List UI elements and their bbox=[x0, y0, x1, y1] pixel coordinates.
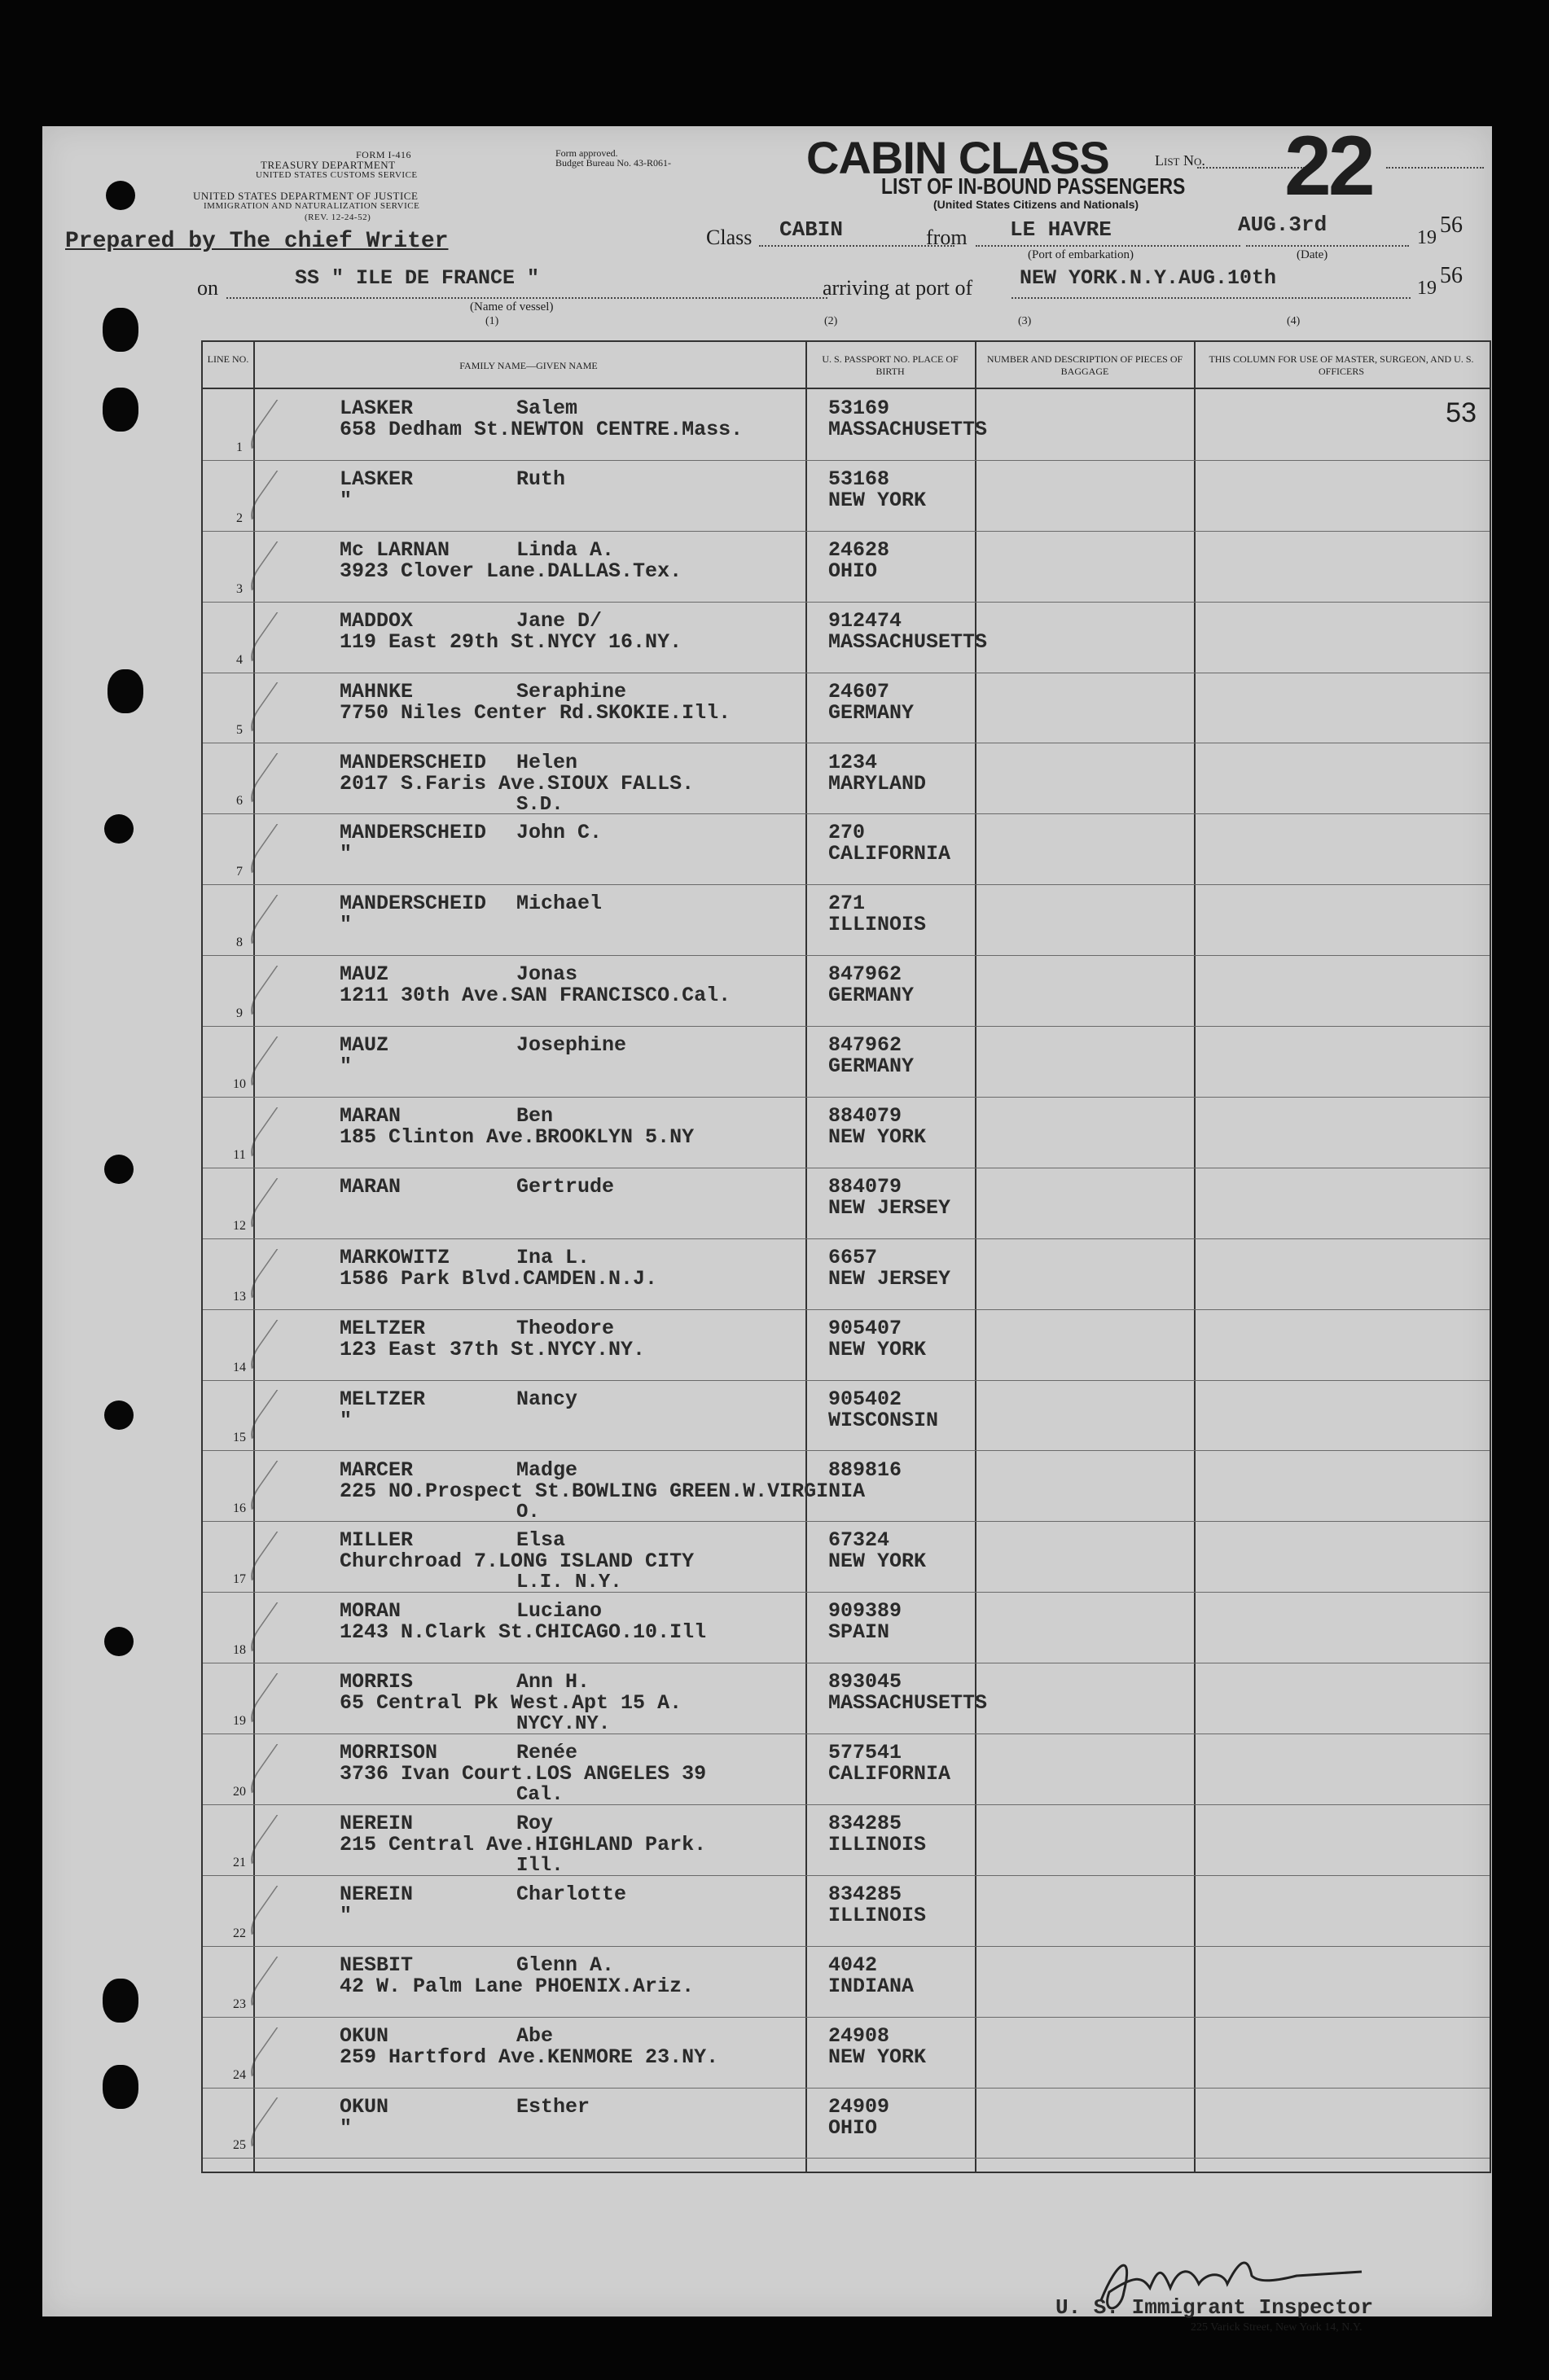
table-row bbox=[203, 1592, 1490, 1663]
passport-number: 909389 bbox=[828, 1599, 902, 1624]
given-name: Nancy bbox=[516, 1387, 578, 1411]
place-of-birth: NEW YORK bbox=[828, 1549, 927, 1574]
line-number: 13 bbox=[233, 1289, 246, 1304]
place-of-birth: MASSACHUSETTS bbox=[828, 418, 988, 441]
place-of-birth: NEW YORK bbox=[828, 488, 927, 512]
given-name: John C. bbox=[516, 821, 603, 845]
address-continued: Cal. bbox=[516, 1784, 564, 1807]
address: Churchroad 7.LONG ISLAND CITY bbox=[340, 1549, 695, 1574]
line-number: 12 bbox=[233, 1218, 246, 1233]
arriving-label: arriving at port of bbox=[823, 276, 973, 300]
place-of-birth: INDIANA bbox=[828, 1974, 915, 1998]
passport-number: 53169 bbox=[828, 397, 890, 420]
family-name: MAUZ bbox=[340, 1033, 389, 1058]
year-prefix: 19 bbox=[1417, 227, 1437, 248]
passenger-table bbox=[201, 340, 1491, 2173]
check-mark bbox=[235, 824, 343, 883]
binder-hole bbox=[104, 1155, 134, 1184]
year-suffix: 56 bbox=[1440, 213, 1463, 238]
given-name: Ben bbox=[516, 1104, 554, 1128]
line-number: 25 bbox=[233, 2138, 246, 2153]
revision: (REV. 12-24-52) bbox=[305, 213, 371, 222]
address: 42 W. Palm Lane PHOENIX.Ariz. bbox=[340, 1974, 695, 1998]
place-of-birth: NEW JERSEY bbox=[828, 1195, 951, 1220]
dept-customs: UNITED STATES CUSTOMS SERVICE bbox=[256, 170, 418, 180]
col-header-officers: THIS COLUMN FOR USE OF MASTER, SURGEON, AND U. S. OFFICERS bbox=[1209, 353, 1474, 377]
list-number: 22 bbox=[1284, 119, 1372, 213]
given-name: Luciano bbox=[516, 1599, 603, 1624]
binder-hole bbox=[108, 669, 143, 713]
table-row bbox=[203, 955, 1490, 1027]
address: 123 East 37th St.NYCY.NY. bbox=[340, 1337, 646, 1361]
place-of-birth: ILLINOIS bbox=[828, 1903, 927, 1927]
place-of-birth: NEW YORK bbox=[828, 2045, 927, 2069]
passport-number: 884079 bbox=[828, 1174, 902, 1199]
table-row bbox=[203, 1238, 1490, 1310]
table-row bbox=[203, 1733, 1490, 1805]
passport-number: 834285 bbox=[828, 1812, 902, 1835]
given-name: Charlotte bbox=[516, 1882, 627, 1906]
given-name: Salem bbox=[516, 397, 578, 420]
address: 215 Central Ave.HIGHLAND Park. bbox=[340, 1833, 707, 1856]
col-header-passport: U. S. PASSPORT NO. PLACE OF BIRTH bbox=[822, 353, 959, 377]
passport-number: 847962 bbox=[828, 1033, 902, 1058]
address: " bbox=[340, 1054, 353, 1079]
line-number: 24 bbox=[233, 2067, 246, 2082]
check-mark bbox=[235, 1320, 343, 1378]
address: 3923 Clover Lane.DALLAS.Tex. bbox=[340, 559, 682, 583]
inspector-title: U. S. Immigrant Inspector bbox=[1055, 2295, 1374, 2320]
family-name: MORRIS bbox=[340, 1670, 414, 1694]
port-embarkation: LE HAVRE bbox=[1010, 217, 1112, 242]
address: 7750 Niles Center Rd.SKOKIE.Ill. bbox=[340, 700, 731, 725]
place-of-birth: CALIFORNIA bbox=[828, 842, 951, 866]
address: " bbox=[340, 1903, 353, 1927]
address: 185 Clinton Ave.BROOKLYN 5.NY bbox=[340, 1125, 695, 1149]
table-row bbox=[203, 460, 1490, 532]
check-mark bbox=[235, 1532, 343, 1590]
line-number: 20 bbox=[233, 1784, 246, 1799]
col-marker-1: (1) bbox=[485, 315, 499, 327]
given-name: Helen bbox=[516, 750, 578, 774]
family-name: MANDERSCHEID bbox=[340, 821, 487, 845]
table-row bbox=[203, 1875, 1490, 1947]
place-of-birth: MARYLAND bbox=[828, 771, 927, 796]
given-name: Linda A. bbox=[516, 537, 615, 562]
given-name: Renée bbox=[516, 1741, 578, 1765]
family-name: NESBIT bbox=[340, 1953, 414, 1977]
place-of-birth: NEW JERSEY bbox=[828, 1266, 951, 1291]
dept-ins: IMMIGRATION AND NATURALIZATION SERVICE bbox=[204, 201, 420, 211]
table-row bbox=[203, 1946, 1490, 2018]
family-name: MAUZ bbox=[340, 962, 389, 987]
address: " bbox=[340, 1408, 353, 1432]
check-mark bbox=[235, 1886, 343, 1944]
address: 2017 S.Faris Ave.SIOUX FALLS. bbox=[340, 771, 695, 796]
family-name: MARKOWITZ bbox=[340, 1245, 450, 1269]
family-name: LASKER bbox=[340, 467, 414, 491]
check-mark bbox=[235, 1602, 343, 1661]
check-mark bbox=[235, 753, 343, 812]
line-number: 18 bbox=[233, 1643, 246, 1658]
place-of-birth: ILLINOIS bbox=[828, 1833, 927, 1856]
vessel-line bbox=[226, 297, 827, 299]
check-mark bbox=[235, 1178, 343, 1237]
check-mark bbox=[235, 2027, 343, 2086]
address: " bbox=[340, 488, 353, 512]
given-name: Abe bbox=[516, 2023, 554, 2048]
passport-number: 24908 bbox=[828, 2023, 890, 2048]
binder-hole bbox=[104, 814, 134, 844]
family-name: MORRISON bbox=[340, 1741, 438, 1765]
family-name: MADDOX bbox=[340, 608, 414, 633]
given-name: Ina L. bbox=[516, 1245, 590, 1269]
place-of-birth: NEW YORK bbox=[828, 1337, 927, 1361]
place-of-birth: GERMANY bbox=[828, 984, 915, 1008]
manifest-page bbox=[42, 119, 1492, 2334]
class-value: CABIN bbox=[779, 217, 844, 242]
passport-number: 893045 bbox=[828, 1670, 902, 1694]
line-number: 2 bbox=[236, 511, 243, 525]
given-name: Jane D/ bbox=[516, 608, 603, 633]
class-line bbox=[759, 245, 954, 247]
given-name: Gertrude bbox=[516, 1174, 615, 1199]
check-mark bbox=[235, 1957, 343, 2015]
family-name: MILLER bbox=[340, 1528, 414, 1553]
given-name: Esther bbox=[516, 2094, 590, 2119]
family-name: MARAN bbox=[340, 1104, 402, 1128]
table-row bbox=[203, 743, 1490, 815]
family-name: LASKER bbox=[340, 397, 414, 420]
address-continued: S.D. bbox=[516, 793, 564, 816]
given-name: Jonas bbox=[516, 962, 578, 987]
table-row bbox=[203, 1026, 1490, 1098]
check-mark bbox=[235, 612, 343, 671]
class-label: Class bbox=[706, 226, 753, 249]
address: 119 East 29th St.NYCY 16.NY. bbox=[340, 629, 682, 654]
address: 259 Hartford Ave.KENMORE 23.NY. bbox=[340, 2045, 719, 2069]
passport-number: 4042 bbox=[828, 1953, 878, 1977]
date-caption: (Date) bbox=[1297, 248, 1328, 261]
given-name: Elsa bbox=[516, 1528, 566, 1553]
binder-hole bbox=[103, 1979, 138, 2023]
place-of-birth: MASSACHUSETTS bbox=[828, 1691, 988, 1716]
passport-number: 24628 bbox=[828, 537, 890, 562]
line-number: 9 bbox=[236, 1006, 243, 1021]
table-row bbox=[203, 884, 1490, 956]
address: " bbox=[340, 2115, 353, 2140]
table-row bbox=[203, 2088, 1490, 2159]
passport-number: 577541 bbox=[828, 1741, 902, 1765]
address-continued: Ill. bbox=[516, 1855, 564, 1877]
passport-number: 889816 bbox=[828, 1457, 902, 1482]
list-title: LIST OF IN-BOUND PASSENGERS bbox=[881, 173, 1186, 199]
table-row bbox=[203, 1168, 1490, 1239]
address: 1243 N.Clark St.CHICAGO.10.Ill bbox=[340, 1620, 707, 1645]
check-mark bbox=[235, 1390, 343, 1449]
check-mark bbox=[235, 1249, 343, 1308]
place-of-birth: SPAIN bbox=[828, 1620, 890, 1645]
arrival-line bbox=[1011, 297, 1411, 299]
line-number: 19 bbox=[233, 1714, 246, 1729]
passport-number: 905402 bbox=[828, 1387, 902, 1411]
passport-number: 847962 bbox=[828, 962, 902, 987]
col-marker-3: (3) bbox=[1018, 315, 1032, 327]
given-name: Theodore bbox=[516, 1316, 615, 1340]
table-row bbox=[203, 1451, 1490, 1523]
officer-note: 53 bbox=[1446, 397, 1477, 428]
address-continued: L.I. N.Y. bbox=[516, 1571, 622, 1594]
check-mark bbox=[235, 471, 343, 529]
port-caption: (Port of embarkation) bbox=[1028, 248, 1134, 261]
table-row bbox=[203, 1309, 1490, 1381]
passport-number: 1234 bbox=[828, 750, 878, 774]
place-of-birth: GERMANY bbox=[828, 1054, 915, 1079]
check-mark bbox=[235, 1037, 343, 1095]
binder-hole bbox=[103, 308, 138, 352]
list-no-line-2 bbox=[1386, 167, 1484, 169]
binder-hole bbox=[104, 1400, 134, 1430]
table-row bbox=[203, 673, 1490, 744]
family-name: MAHNKE bbox=[340, 679, 414, 703]
passport-number: 912474 bbox=[828, 608, 902, 633]
given-name: Glenn A. bbox=[516, 1953, 615, 1977]
table-row bbox=[203, 813, 1490, 885]
passport-number: 24909 bbox=[828, 2094, 890, 2119]
line-number: 15 bbox=[233, 1431, 246, 1445]
family-name: NEREIN bbox=[340, 1812, 414, 1835]
passport-number: 53168 bbox=[828, 467, 890, 491]
table-row bbox=[203, 1380, 1490, 1452]
given-name: Ruth bbox=[516, 467, 566, 491]
passport-number: 270 bbox=[828, 821, 866, 845]
date-line bbox=[1246, 245, 1409, 247]
family-name: OKUN bbox=[340, 2094, 389, 2119]
dept-treasury: TREASURY DEPARTMENT bbox=[261, 159, 396, 171]
vessel-caption: (Name of vessel) bbox=[470, 300, 554, 313]
family-name: MORAN bbox=[340, 1599, 402, 1624]
vessel-name: SS " ILE DE FRANCE " bbox=[295, 266, 540, 290]
place-of-birth: NEW YORK bbox=[828, 1125, 927, 1149]
address: " bbox=[340, 913, 353, 937]
table-row bbox=[203, 2017, 1490, 2089]
address: 1211 30th Ave.SAN FRANCISCO.Cal. bbox=[340, 984, 731, 1008]
passport-number: 884079 bbox=[828, 1104, 902, 1128]
line-number: 8 bbox=[236, 936, 243, 950]
check-mark bbox=[235, 1744, 343, 1803]
check-mark bbox=[235, 682, 343, 741]
line-number: 7 bbox=[236, 865, 243, 879]
check-mark bbox=[235, 895, 343, 953]
family-name: MELTZER bbox=[340, 1316, 426, 1340]
place-of-birth: OHIO bbox=[828, 2115, 878, 2140]
place-of-birth: OHIO bbox=[828, 559, 878, 583]
family-name: MANDERSCHEID bbox=[340, 750, 487, 774]
table-row bbox=[203, 1097, 1490, 1168]
departure-date: AUG.3rd bbox=[1238, 213, 1327, 237]
table-row bbox=[203, 1804, 1490, 1876]
place-of-birth: GERMANY bbox=[828, 700, 915, 725]
on-label: on bbox=[197, 276, 218, 300]
place-of-birth: CALIFORNIA bbox=[828, 1762, 951, 1786]
col-header-name: FAMILY NAME—GIVEN NAME bbox=[459, 360, 598, 371]
place-of-birth: ILLINOIS bbox=[828, 913, 927, 937]
table-row bbox=[203, 389, 1490, 461]
from-label: from bbox=[926, 226, 968, 249]
check-mark bbox=[235, 966, 343, 1024]
arrival-port-date: NEW YORK.N.Y.AUG.10th bbox=[1020, 266, 1277, 290]
year-prefix-2: 19 bbox=[1417, 278, 1437, 299]
line-number: 11 bbox=[233, 1147, 246, 1162]
place-of-birth: WISCONSIN bbox=[828, 1408, 939, 1432]
address: " bbox=[340, 842, 353, 866]
given-name: Josephine bbox=[516, 1033, 627, 1058]
prepared-by: Prepared by The chief Writer bbox=[65, 229, 449, 254]
place-of-birth: MASSACHUSETTS bbox=[828, 629, 988, 654]
passport-number: 271 bbox=[828, 892, 866, 916]
passport-number: 834285 bbox=[828, 1882, 902, 1906]
line-number: 22 bbox=[233, 1926, 246, 1940]
given-name: Seraphine bbox=[516, 679, 627, 703]
col-header-line-no: LINE NO. bbox=[207, 353, 249, 365]
col-marker-4: (4) bbox=[1287, 315, 1301, 327]
table-row bbox=[203, 1521, 1490, 1593]
passport-number: 67324 bbox=[828, 1528, 890, 1553]
line-number: 3 bbox=[236, 581, 243, 596]
family-name: OKUN bbox=[340, 2023, 389, 2048]
list-subtitle: (United States Citizens and Nationals) bbox=[933, 198, 1139, 211]
given-name: Roy bbox=[516, 1812, 554, 1835]
check-mark bbox=[235, 1815, 343, 1874]
family-name: MARAN bbox=[340, 1174, 402, 1199]
check-mark bbox=[235, 1461, 343, 1519]
col-header-baggage: NUMBER AND DESCRIPTION OF PIECES OF BAGGAGE bbox=[986, 353, 1183, 377]
line-number: 5 bbox=[236, 723, 243, 738]
col-marker-2: (2) bbox=[824, 315, 838, 327]
family-name: NEREIN bbox=[340, 1882, 414, 1906]
table-row bbox=[203, 602, 1490, 673]
address: 3736 Ivan Court.LOS ANGELES 39 bbox=[340, 1762, 707, 1786]
form-approved: Form approved. bbox=[555, 147, 618, 159]
table-row bbox=[203, 1663, 1490, 1734]
check-mark bbox=[235, 2097, 343, 2156]
budget-bureau: Budget Bureau No. 43-R061- bbox=[555, 157, 671, 169]
form-number: FORM I-416 bbox=[356, 149, 412, 160]
line-number: 21 bbox=[233, 1855, 246, 1869]
list-no-label: List No. bbox=[1155, 152, 1205, 169]
line-number: 16 bbox=[233, 1501, 246, 1516]
given-name: Madge bbox=[516, 1457, 578, 1482]
binder-hole bbox=[106, 181, 135, 210]
passport-number: 24607 bbox=[828, 679, 890, 703]
binder-hole bbox=[103, 388, 138, 432]
family-name: MARCER bbox=[340, 1457, 414, 1482]
from-line bbox=[976, 245, 1240, 247]
address: 65 Central Pk West.Apt 15 A. bbox=[340, 1691, 682, 1716]
family-name: Mc LARNAN bbox=[340, 537, 450, 562]
line-number: 1 bbox=[236, 440, 243, 454]
dept-justice: UNITED STATES DEPARTMENT OF JUSTICE bbox=[193, 190, 419, 202]
address: 1586 Park Blvd.CAMDEN.N.J. bbox=[340, 1266, 658, 1291]
given-name: Ann H. bbox=[516, 1670, 590, 1694]
address: 225 NO.Prospect St.BOWLING GREEN.W.VIRGINIA bbox=[340, 1479, 866, 1503]
printer-address: 225 Varick Street, New York 14, N.Y. bbox=[1191, 2321, 1363, 2334]
family-name: MANDERSCHEID bbox=[340, 892, 487, 916]
line-number: 10 bbox=[233, 1076, 246, 1091]
line-number: 23 bbox=[233, 1996, 246, 2011]
check-mark bbox=[235, 1673, 343, 1732]
line-number: 4 bbox=[236, 652, 243, 667]
address-continued: NYCY.NY. bbox=[516, 1713, 611, 1736]
given-name: Michael bbox=[516, 892, 603, 916]
year-suffix-2: 56 bbox=[1440, 263, 1463, 288]
check-mark bbox=[235, 541, 343, 600]
family-name: MELTZER bbox=[340, 1387, 426, 1411]
address: 658 Dedham St.NEWTON CENTRE.Mass. bbox=[340, 418, 744, 441]
line-number: 6 bbox=[236, 794, 243, 809]
line-number: 14 bbox=[233, 1360, 246, 1374]
binder-hole bbox=[103, 2065, 138, 2109]
line-number: 17 bbox=[233, 1572, 246, 1587]
address-continued: O. bbox=[516, 1501, 540, 1523]
check-mark bbox=[235, 400, 343, 458]
cabin-class-title: CABIN CLASS bbox=[806, 132, 1109, 183]
passport-number: 6657 bbox=[828, 1245, 878, 1269]
binder-hole bbox=[104, 1627, 134, 1656]
passport-number: 905407 bbox=[828, 1316, 902, 1340]
check-mark bbox=[235, 1107, 343, 1166]
table-row bbox=[203, 531, 1490, 603]
